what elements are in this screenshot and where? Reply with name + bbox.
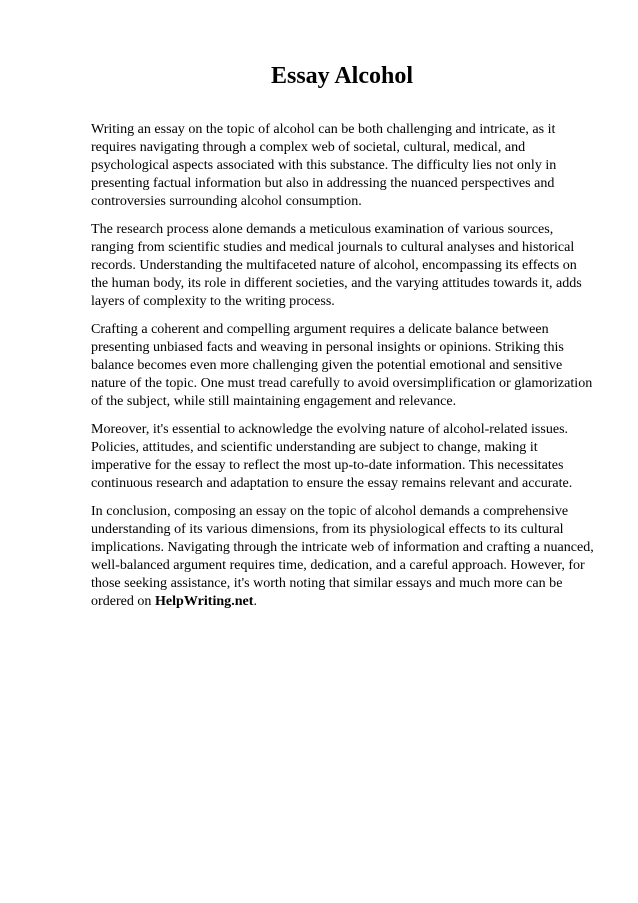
paragraph-4: Moreover, it's essential to acknowledge the evolving nature of alcohol-related issues. Policies, attitudes, and scientific understanding are subject to change, making it imperative for the essay to reflect the most up-to-date information. This necessitates continuous research and adaptation to ensure the essay remains relevant and accurate. <box>91 421 573 491</box>
conclusion-period: . <box>253 593 257 609</box>
conclusion-paragraph <box>91 502 597 610</box>
paragraph-2: The research process alone demands a meticulous examination of various sources, ranging from scientific studies and medical journals to cultural analyses and historical records. Understanding the multifaceted nature of alcohol, encompassing its effects on the human body, its role in different societies, and the varying attitudes towards it, adds layers of complexity to the writing process. <box>91 221 582 309</box>
document-body <box>91 120 597 620</box>
helpwriting-link[interactable]: HelpWriting.net <box>154 593 254 609</box>
conclusion-text: In conclusion, composing an essay on the topic of alcohol demands a comprehensive understanding of its various dimensions, from its physiological effects to its cultural implications. Navigating through the intricate web of information and crafting a nuanced, well-balanced argument requires time, dedication, and a careful approach. However, for those seeking assistance, it's worth noting that similar essays and much more can be ordered on <box>91 503 594 609</box>
paragraph-3: Crafting a coherent and compelling argument requires a delicate balance between presenting unbiased facts and weaving in personal insights or opinions. Striking this balance becomes even more challenging given the potential emotional and sensitive nature of the topic. One must tread carefully to avoid oversimplification or glamorization of the subject, while still maintaining engagement and relevance. <box>91 321 593 409</box>
paragraph-1: Writing an essay on the topic of alcohol can be both challenging and intricate, as it requires navigating through a complex web of societal, cultural, medical, and psychological aspects associated with this substance. The difficulty lies not only in presenting factual information but also in addressing the nuanced perspectives and controversies surrounding alcohol consumption. <box>91 121 557 209</box>
document-title: Essay Alcohol <box>270 63 414 89</box>
